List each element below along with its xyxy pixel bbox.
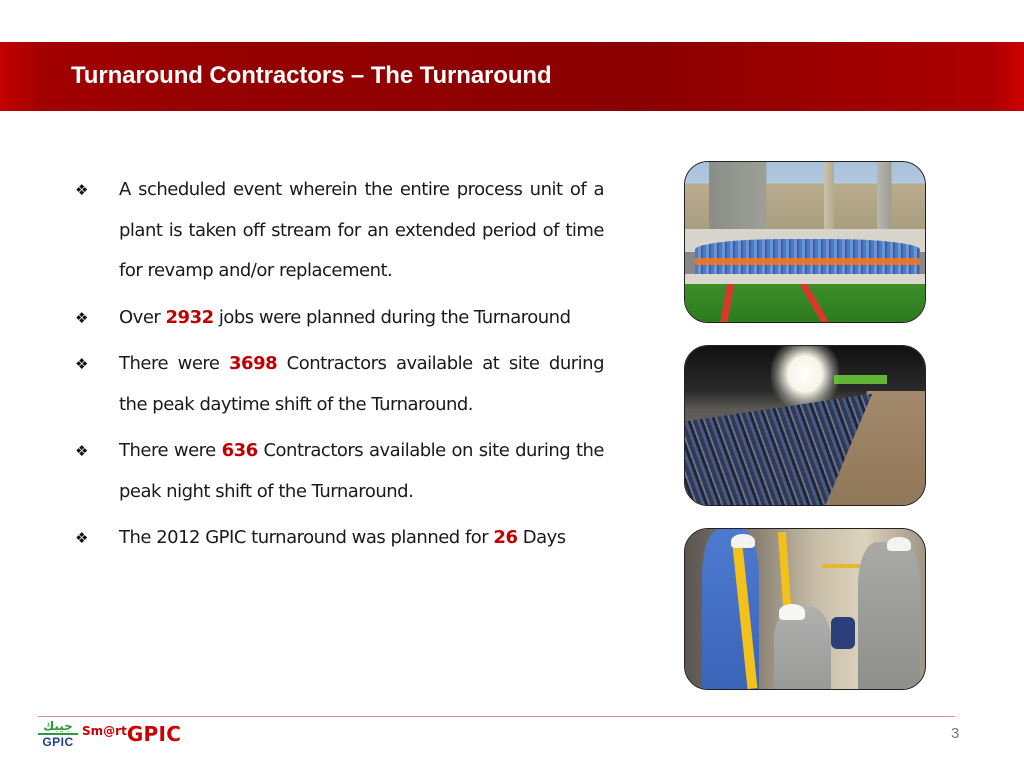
slide-title: Turnaround Contractors – The Turnaround xyxy=(71,62,552,89)
bullet-item xyxy=(70,344,604,425)
gpic-logo-text: GPIC xyxy=(42,735,74,749)
photo-crowd xyxy=(695,239,921,274)
hard-hat-icon xyxy=(731,534,755,548)
bullet-item xyxy=(70,170,604,292)
bullet-text: Contractors available on site during the peak night shift of the Turnaround. xyxy=(119,440,605,502)
diamond-bullet-icon: ❖ xyxy=(75,355,88,373)
bullet-item xyxy=(70,298,604,339)
bullet-text: There were xyxy=(119,440,222,461)
photo-plant-structures xyxy=(685,162,925,234)
smart-gpic-suffix: GPIC xyxy=(126,722,182,746)
bullet-text: jobs were planned during the Turnaround xyxy=(213,306,571,328)
hard-hat-icon xyxy=(887,537,911,551)
photo-lawn xyxy=(685,284,925,322)
photo-workers xyxy=(684,528,926,690)
highlight-number: 3698 xyxy=(229,353,278,374)
photo-bucket xyxy=(831,617,855,649)
bullet-item xyxy=(70,431,604,512)
bullet-text: Days xyxy=(517,527,566,548)
footer-divider xyxy=(38,716,955,717)
photo-walkway xyxy=(685,274,925,284)
bullet-text: Contractors available at site during the peak daytime shift of the Turnaround. xyxy=(119,353,605,415)
gpic-logo xyxy=(38,720,82,750)
photo-night-crowd xyxy=(684,345,926,506)
highlight-number: 26 xyxy=(493,527,518,548)
bullet-text: The 2012 GPIC turnaround was planned for xyxy=(119,527,494,548)
gpic-logo-arabic: جيبك xyxy=(43,719,73,733)
smart-gpic-logo xyxy=(82,722,181,746)
bullet-item xyxy=(70,518,604,559)
bullet-list xyxy=(70,170,604,565)
page-number: 3 xyxy=(951,725,960,742)
diamond-bullet-icon: ❖ xyxy=(75,308,88,327)
photo-worker-grey xyxy=(858,542,920,689)
title-banner xyxy=(0,42,1024,111)
photo-day-crowd xyxy=(684,161,926,323)
bullet-text: There were xyxy=(119,353,230,374)
photo-green-sign xyxy=(834,375,887,385)
highlight-number: 636 xyxy=(221,440,258,461)
bullet-text: Over xyxy=(119,306,166,328)
hard-hat-icon xyxy=(779,604,805,620)
diamond-bullet-icon: ❖ xyxy=(75,442,88,460)
highlight-number: 2932 xyxy=(165,306,214,328)
bullet-text: A scheduled event wherein the entire process unit of a plant is taken off stream for an extended period of time for revamp and/or replacement. xyxy=(119,179,604,281)
diamond-bullet-icon: ❖ xyxy=(75,181,88,199)
smart-gpic-prefix: Sm@rt xyxy=(82,724,127,738)
diamond-bullet-icon: ❖ xyxy=(75,529,88,547)
photo-floodlight xyxy=(771,345,838,410)
